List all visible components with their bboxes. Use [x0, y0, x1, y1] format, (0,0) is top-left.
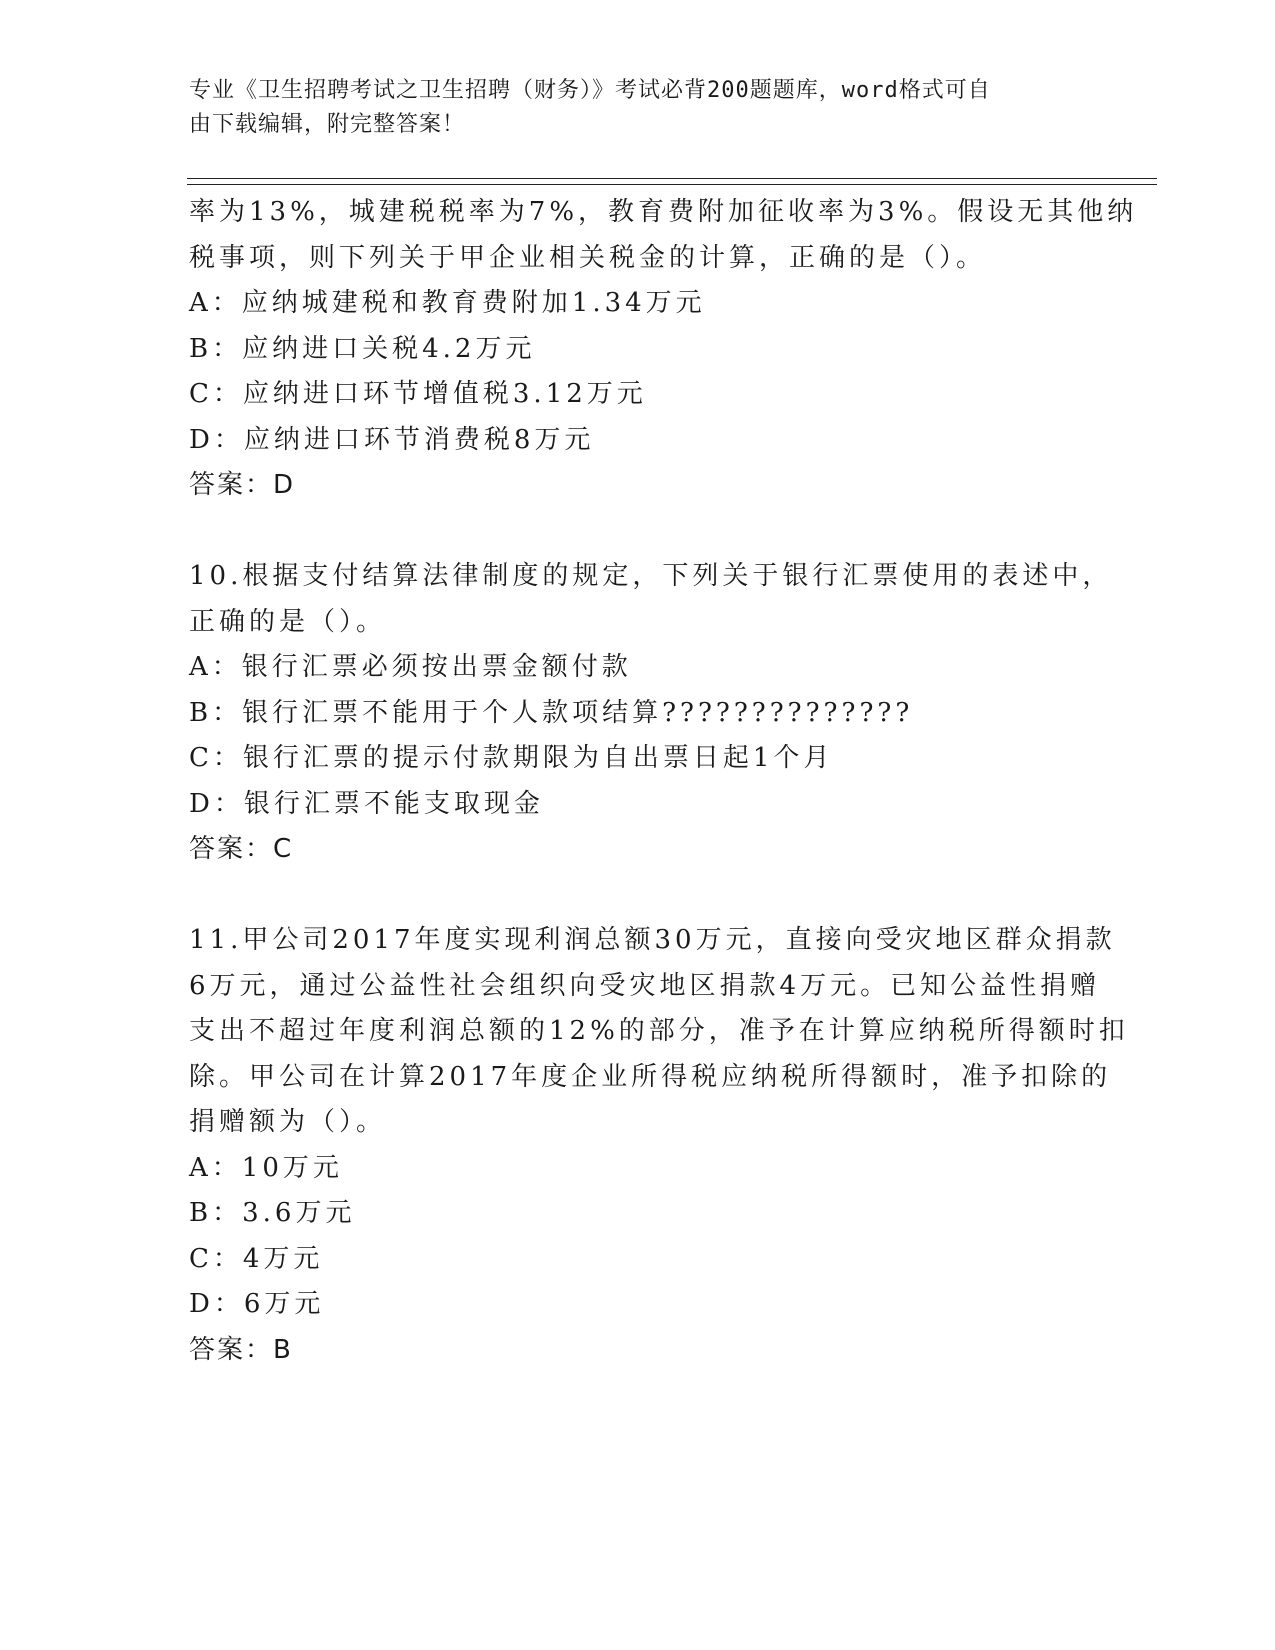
question-stem-line: 税事项，则下列关于甲企业相关税金的计算，正确的是（）。: [189, 242, 987, 273]
question-stem-line: 11.甲公司2017年度实现利润总额30万元，直接向受灾地区群众捐款: [189, 925, 1116, 955]
question-stem-line: 支出不超过年度利润总额的12%的部分，准予在计算应纳税所得额时扣: [189, 1016, 1129, 1046]
question-stem-line: 6万元，通过公益性社会组织向受灾地区捐款4万元。已知公益性捐赠: [189, 970, 1101, 1001]
option-c: C：应纳进口环节增值税3.12万元: [189, 379, 647, 409]
question-stem-line: 10.根据支付结算法律制度的规定，下列关于银行汇票使用的表述中，: [189, 561, 1113, 591]
spacer: [189, 873, 1089, 919]
option-b: B：应纳进口关税4.2万元: [189, 333, 536, 364]
question-stem-line: 捐赠额为（）。: [189, 1107, 387, 1137]
header-line-1: 专业《卫生招聘考试之卫生招聘（财务）》考试必背200题题库，word格式可自: [189, 78, 991, 103]
answer-label: 答案：B: [189, 1334, 293, 1365]
header-line-2: 由下载编辑，附完整答案！: [189, 112, 466, 137]
option-b: B：银行汇票不能用于个人款项结算??????????????: [189, 697, 914, 728]
header-divider-bottom: [187, 184, 1157, 185]
option-d: D：银行汇票不能支取现金: [189, 788, 544, 819]
question-9: [189, 190, 1138, 509]
option-c: C：4万元: [189, 1243, 324, 1274]
option-b: B：3.6万元: [189, 1198, 356, 1228]
question-stem-line: 率为13%，城建税税率为7%，教育费附加征收率为3%。假设无其他纳: [189, 197, 1138, 227]
page-header: [189, 74, 1069, 142]
question-11: [189, 918, 1129, 1373]
question-stem-line: 正确的是（）。: [189, 606, 387, 637]
question-stem-line: 除。甲公司在计算2017年度企业所得税应纳税所得额时，准予扣除的: [189, 1061, 1112, 1092]
option-a: A：银行汇票必须按出票金额付款: [189, 652, 632, 682]
question-10: [189, 554, 1113, 873]
option-a: A：10万元: [189, 1152, 343, 1183]
header-divider-top: [187, 178, 1157, 179]
option-a: A：应纳城建税和教育费附加1.34万元: [189, 288, 706, 318]
answer-label: 答案：D: [189, 470, 296, 500]
option-d: D：应纳进口环节消费税8万元: [189, 424, 595, 455]
option-d: D：6万元: [189, 1289, 325, 1319]
answer-label: 答案：C: [189, 834, 294, 864]
option-c: C：银行汇票的提示付款期限为自出票日起1个月: [189, 743, 834, 773]
spacer: [189, 509, 1089, 555]
question-list: [189, 190, 1138, 1373]
